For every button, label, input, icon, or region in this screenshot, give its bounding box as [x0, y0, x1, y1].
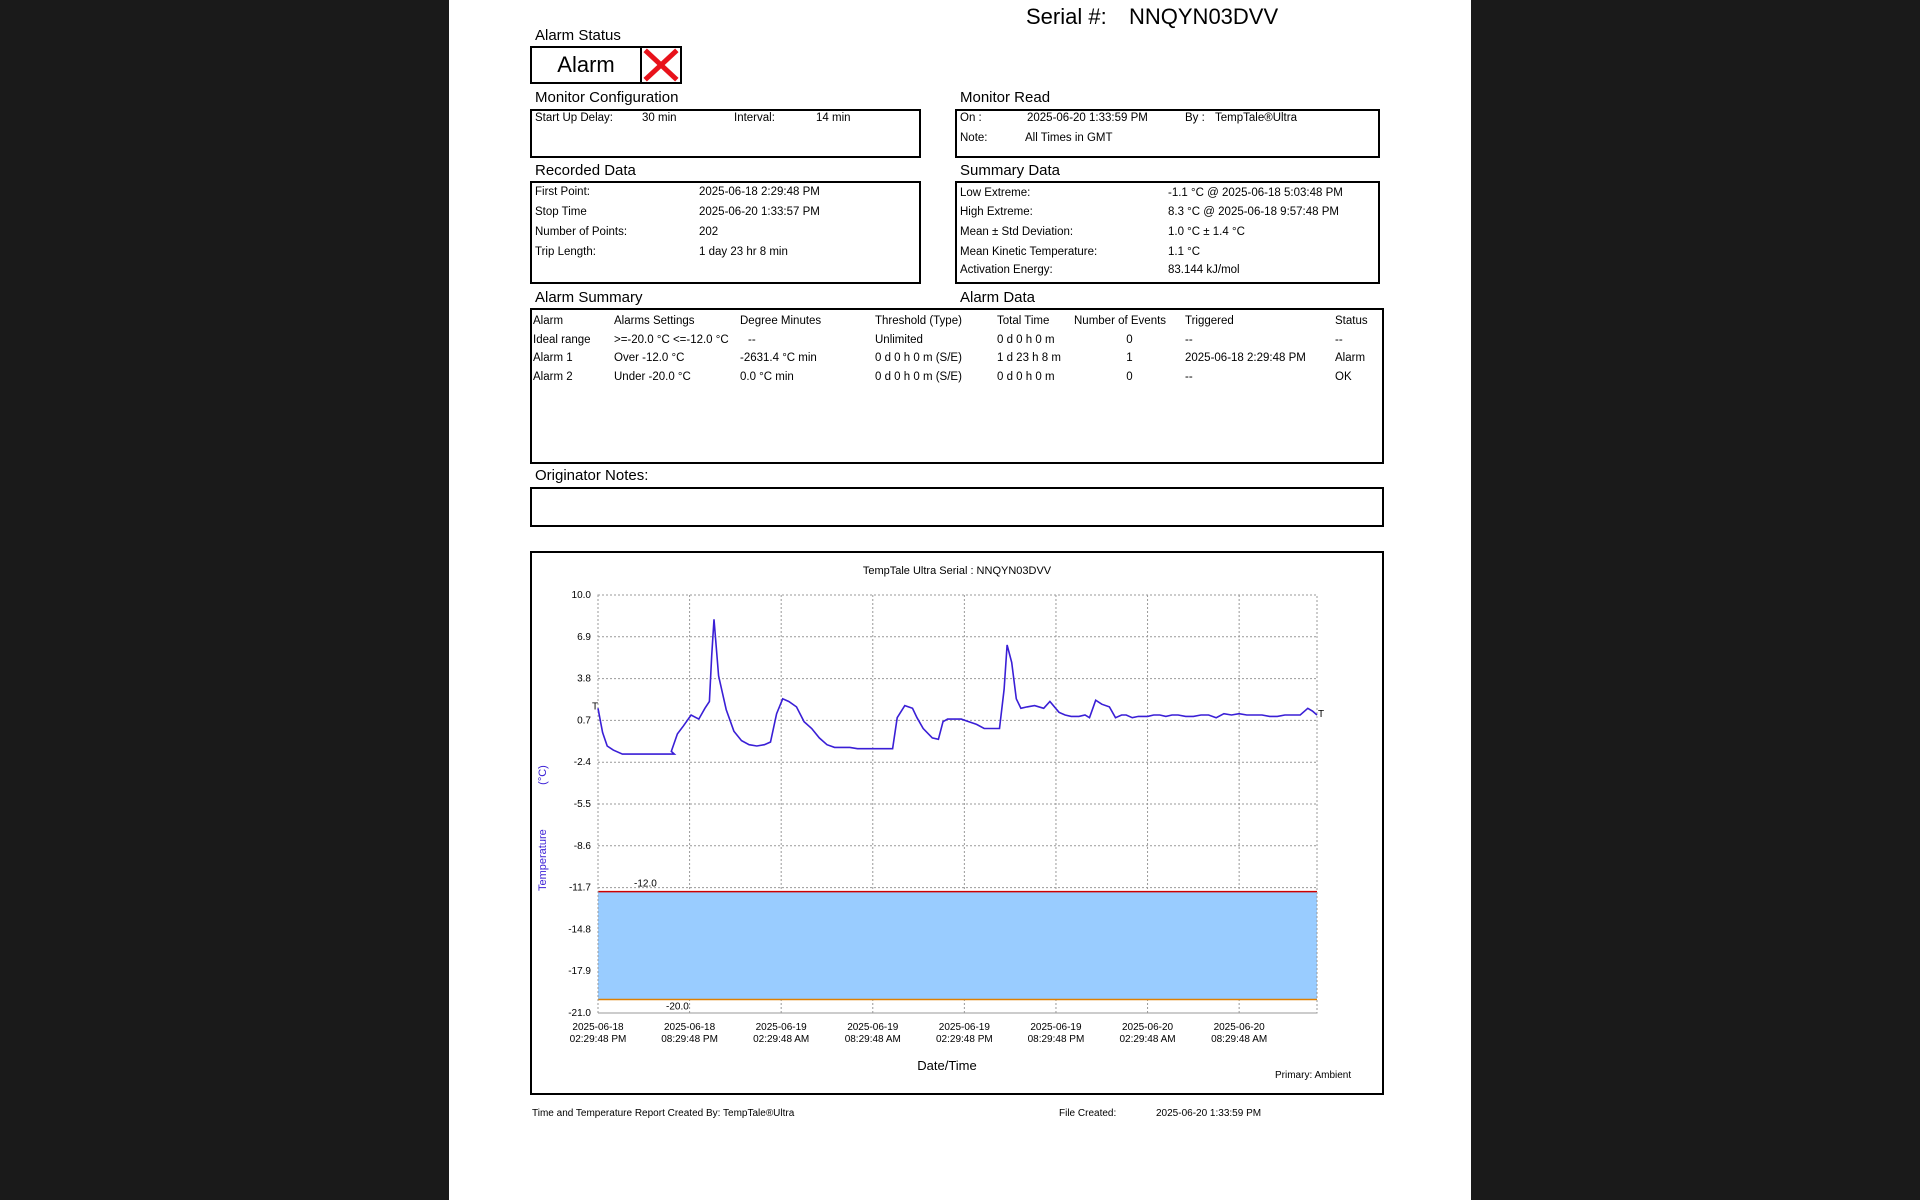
- cell: >=-20.0 °C <=-12.0 °C: [614, 333, 729, 346]
- interval-label: Interval:: [734, 112, 775, 124]
- table-row: [533, 349, 1373, 368]
- cell: 1 d 23 h 8 m: [997, 352, 1061, 365]
- y-tick-label: -21.0: [568, 1008, 591, 1019]
- file-created-label: File Created:: [1059, 1108, 1117, 1119]
- activation-energy-value: 83.144 kJ/mol: [1168, 264, 1240, 276]
- stop-time-label: Stop Time: [535, 206, 587, 218]
- originator-notes-title: Originator Notes:: [535, 467, 649, 484]
- x-tick-time: 02:29:48 PM: [569, 1034, 627, 1045]
- alarm-status-box: [530, 46, 642, 84]
- cell: 2025-06-18 2:29:48 PM: [1185, 352, 1306, 365]
- x-tick-date: 2025-06-19: [938, 1022, 990, 1033]
- cell: 0 d 0 h 0 m: [997, 333, 1055, 346]
- y-tick-label: 0.7: [577, 715, 591, 727]
- trip-length-label: Trip Length:: [535, 246, 596, 258]
- monitor-read-note-value: All Times in GMT: [1025, 132, 1113, 144]
- x-tick-date: 2025-06-18: [572, 1022, 624, 1033]
- series-line-primary-ambient: [598, 619, 1317, 754]
- originator-notes-box: [530, 487, 1384, 527]
- monitor-read-on-label: On :: [960, 112, 982, 124]
- cell: 0 d 0 h 0 m (S/E): [875, 352, 962, 365]
- x-tick-time: 08:29:48 AM: [1211, 1034, 1268, 1045]
- ideal-range-band: [598, 892, 1317, 1000]
- cell: Under -20.0 °C: [614, 370, 691, 383]
- startup-delay-label: Start Up Delay:: [535, 112, 613, 124]
- y-tick-label: 10.0: [571, 590, 591, 601]
- cell: -2631.4 °C min: [740, 352, 817, 365]
- alarm-summary-table: [533, 312, 1373, 386]
- start-marker: T: [592, 701, 599, 713]
- x-tick-date: 2025-06-19: [847, 1022, 899, 1033]
- stop-time-value: 2025-06-20 1:33:57 PM: [699, 206, 820, 218]
- y-tick-label: 3.8: [577, 673, 591, 685]
- cell: Alarm 1: [533, 352, 573, 365]
- chart-title: TempTale Ultra Serial : NNQYN03DVV: [862, 565, 1052, 577]
- cell: Ideal range: [533, 333, 591, 346]
- red-x-icon: [640, 46, 682, 84]
- x-axis-label: Date/Time: [917, 1058, 977, 1073]
- threshold-label-low: -20.0: [666, 1001, 689, 1013]
- y-tick-label: -17.9: [568, 966, 591, 978]
- mean-std-label: Mean ± Std Deviation:: [960, 226, 1074, 238]
- x-tick-time: 08:29:48 PM: [1027, 1034, 1085, 1045]
- low-extreme-value: -1.1 °C @ 2025-06-18 5:03:48 PM: [1168, 187, 1343, 199]
- x-tick-date: 2025-06-19: [1030, 1022, 1082, 1033]
- y-tick-label: -8.6: [573, 840, 591, 852]
- end-marker: T: [1318, 709, 1325, 721]
- monitor-read-box: [955, 109, 1380, 158]
- cell: 1: [1126, 352, 1133, 365]
- cell: --: [1185, 333, 1193, 346]
- alarm-summary-title: Alarm Summary: [535, 289, 643, 306]
- y-tick-label: -14.8: [568, 924, 591, 936]
- x-tick-time: 08:29:48 AM: [844, 1034, 901, 1045]
- col-header: Status: [1335, 315, 1368, 328]
- monitor-read-title: Monitor Read: [960, 89, 1051, 106]
- serial-value: NNQYN03DVV: [1129, 4, 1279, 29]
- y-tick-label: -2.4: [573, 757, 591, 769]
- summary-data-title: Summary Data: [960, 162, 1061, 179]
- y-tick-label: 6.9: [577, 631, 591, 643]
- y-tick-label: -5.5: [573, 799, 591, 810]
- mkt-value: 1.1 °C: [1168, 246, 1201, 258]
- col-header: Triggered: [1185, 315, 1234, 328]
- cell: --: [1335, 333, 1343, 346]
- x-tick-time: 02:29:48 AM: [753, 1034, 810, 1045]
- high-extreme-label: High Extreme:: [960, 206, 1033, 218]
- recorded-data-title: Recorded Data: [535, 162, 636, 179]
- col-header: Number of Events: [1074, 315, 1167, 328]
- first-point-value: 2025-06-18 2:29:48 PM: [699, 186, 820, 198]
- col-header: Threshold (Type): [875, 315, 962, 328]
- report-page: [449, 0, 1471, 1200]
- y-axis-unit: (°C): [537, 765, 549, 785]
- monitor-read-note-label: Note:: [960, 132, 988, 144]
- cell: Alarm: [1335, 352, 1366, 365]
- temperature-chart: [530, 551, 1384, 1095]
- x-tick-date: 2025-06-19: [755, 1022, 807, 1033]
- col-header: Alarms Settings: [614, 315, 695, 328]
- monitor-read-by-value: TempTale®Ultra: [1215, 112, 1297, 124]
- y-axis-label: Temperature: [537, 829, 549, 891]
- x-tick-date: 2025-06-18: [664, 1022, 716, 1033]
- cell: Unlimited: [875, 333, 923, 346]
- first-point-label: First Point:: [535, 186, 590, 198]
- alarm-status-value: Alarm: [557, 52, 615, 77]
- x-tick-time: 02:29:48 AM: [1119, 1034, 1176, 1045]
- y-tick-label: -11.7: [568, 882, 591, 894]
- col-header: Total Time: [997, 315, 1050, 328]
- y-ticks: [568, 590, 591, 1019]
- trip-length-value: 1 day 23 hr 8 min: [699, 246, 788, 258]
- cell: --: [748, 333, 756, 346]
- cell: 0: [1126, 333, 1133, 346]
- col-header: Alarm: [533, 315, 564, 328]
- low-extreme-label: Low Extreme:: [960, 187, 1031, 199]
- startup-delay-value: 30 min: [642, 112, 677, 124]
- activation-energy-label: Activation Energy:: [960, 264, 1053, 276]
- mean-std-value: 1.0 °C ± 1.4 °C: [1168, 226, 1245, 238]
- interval-value: 14 min: [816, 112, 851, 124]
- x-ticks: [570, 1022, 1268, 1045]
- cell: --: [1185, 370, 1193, 383]
- cell: Alarm 2: [533, 370, 573, 383]
- x-tick-time: 08:29:48 PM: [661, 1034, 718, 1045]
- cell: 0.0 °C min: [740, 370, 794, 383]
- number-of-points-label: Number of Points:: [535, 226, 628, 238]
- cell: 0 d 0 h 0 m: [997, 370, 1055, 383]
- monitor-read-by-label: By :: [1185, 112, 1205, 124]
- serial-label: Serial #:: [1026, 4, 1107, 29]
- monitor-read-on-value: 2025-06-20 1:33:59 PM: [1027, 112, 1148, 124]
- mkt-label: Mean Kinetic Temperature:: [960, 246, 1098, 258]
- table-row: [533, 368, 1373, 387]
- alarm-status-title: Alarm Status: [535, 27, 621, 44]
- alarm-data-title: Alarm Data: [960, 289, 1036, 306]
- high-extreme-value: 8.3 °C @ 2025-06-18 9:57:48 PM: [1168, 206, 1339, 218]
- alarm-table-header: [533, 312, 1373, 331]
- threshold-label-high: -12.0: [634, 878, 657, 890]
- monitor-config-title: Monitor Configuration: [535, 89, 679, 106]
- file-created-value: 2025-06-20 1:33:59 PM: [1156, 1108, 1262, 1119]
- x-tick-date: 2025-06-20: [1213, 1022, 1265, 1033]
- cell: 0 d 0 h 0 m (S/E): [875, 370, 962, 383]
- table-row: [533, 331, 1373, 350]
- x-tick-time: 02:29:48 PM: [936, 1034, 993, 1045]
- x-tick-date: 2025-06-20: [1121, 1022, 1174, 1033]
- cell: 0: [1126, 370, 1133, 383]
- series-legend-label: Primary: Ambient: [1275, 1070, 1352, 1081]
- col-header: Degree Minutes: [740, 315, 822, 328]
- report-created-by: Time and Temperature Report Created By: TempTale®Ultra: [532, 1108, 795, 1119]
- number-of-points-value: 202: [699, 226, 719, 238]
- cell: OK: [1335, 370, 1352, 383]
- cell: Over -12.0 °C: [614, 352, 685, 365]
